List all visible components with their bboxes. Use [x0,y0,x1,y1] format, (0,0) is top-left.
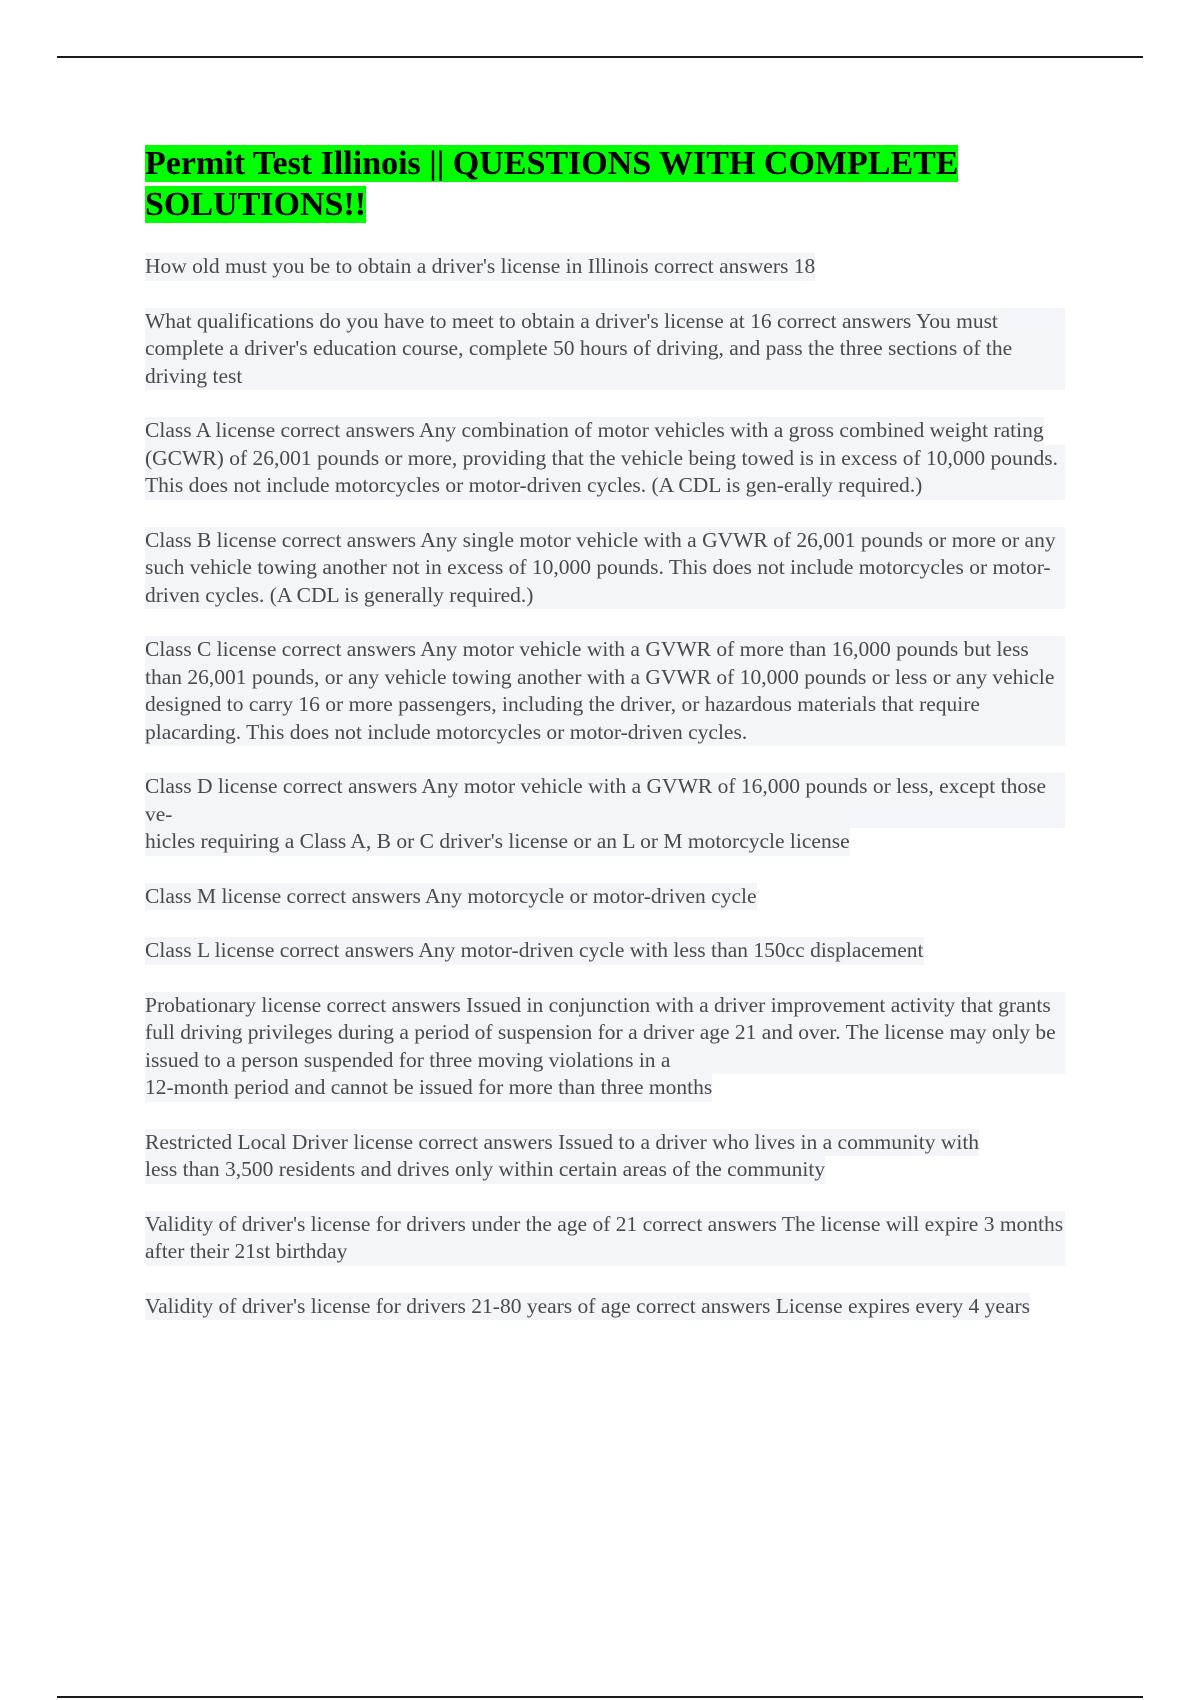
qa-entry-validity-21-80 [145,1293,1065,1321]
qa-entry-line: Class D license correct answers Any motor vehicle with a GVWR of 16,000 pounds or less, except those ve- [145,773,1065,828]
qa-entry-line: Class M license correct answers Any motorcycle or motor-driven cycle [145,883,757,911]
qa-entry-class-a [145,417,1065,500]
qa-entry-class-d [145,773,1065,856]
qa-entry-line: Class L license correct answers Any motor-driven cycle with less than 150cc displacement [145,937,924,965]
qa-entry-validity-under-21 [145,1211,1065,1266]
bottom-rule [57,1696,1143,1698]
qa-entry-qualifications [145,308,1065,391]
qa-entry-line: less than 3,500 residents and drives only within certain areas of the community [145,1156,825,1184]
document-title-text: Permit Test Illinois || QUESTIONS WITH COMPLETE SOLUTIONS!! [145,145,959,223]
qa-entry-line: hicles requiring a Class A, B or C driver's license or an L or M motorcycle license [145,828,850,856]
qa-entry-line: 12-month period and cannot be issued for more than three months [145,1074,712,1102]
qa-entry-class-l [145,937,1065,965]
qa-entry-age [145,253,1065,281]
qa-entry-line: How old must you be to obtain a driver's license in Illinois correct answers 18 [145,253,815,281]
qa-entry-line: Validity of driver's license for drivers under the age of 21 correct answers The license will expire 3 months after their 21st birthday [145,1211,1065,1266]
qa-entry-line: Restricted Local Driver license correct answers Issued to a driver who lives in a community with [145,1129,979,1157]
qa-entry-probationary [145,992,1065,1102]
document-title [145,143,1065,225]
qa-entry-line: Probationary license correct answers Issued in conjunction with a driver improvement activity that grants full driving privileges during a period of suspension for a driver age 21 and over. The license may only be issued to a person suspended for three moving violations in a [145,992,1065,1075]
qa-entry-line: Class A license correct answers Any combination of motor vehicles with a gross combined weight rating [145,417,1044,445]
qa-entry-class-c [145,636,1065,746]
qa-entry-line: Validity of driver's license for drivers 21-80 years of age correct answers License expires every 4 years [145,1293,1030,1321]
qa-entry-line: What qualifications do you have to meet to obtain a driver's license at 16 correct answers You must complete a driver's education course, complete 50 hours of driving, and pass the three sections of the driving test [145,308,1065,391]
qa-entry-line: Class B license correct answers Any single motor vehicle with a GVWR of 26,001 pounds or more or any such vehicle towing another not in excess of 10,000 pounds. This does not include motorcycles or motor-driven cycles. (A CDL is generally required.) [145,527,1065,610]
qa-entry-class-m [145,883,1065,911]
document-body [145,143,1065,1347]
qa-entry-restricted-local [145,1129,1065,1184]
qa-entry-class-b [145,527,1065,610]
qa-entry-line: Class C license correct answers Any motor vehicle with a GVWR of more than 16,000 pounds but less than 26,001 pounds, or any vehicle towing another with a GVWR of 10,000 pounds or less or any vehicle designed to carry 16 or more passengers, including the driver, or hazardous materials that require placarding. This does not include motorcycles or motor-driven cycles. [145,636,1065,746]
top-rule [57,56,1143,58]
qa-entry-line: (GCWR) of 26,001 pounds or more, providing that the vehicle being towed is in excess of 10,000 pounds. This does not include motorcycles or motor-driven cycles. (A CDL is gen-erally required.) [145,445,1065,500]
